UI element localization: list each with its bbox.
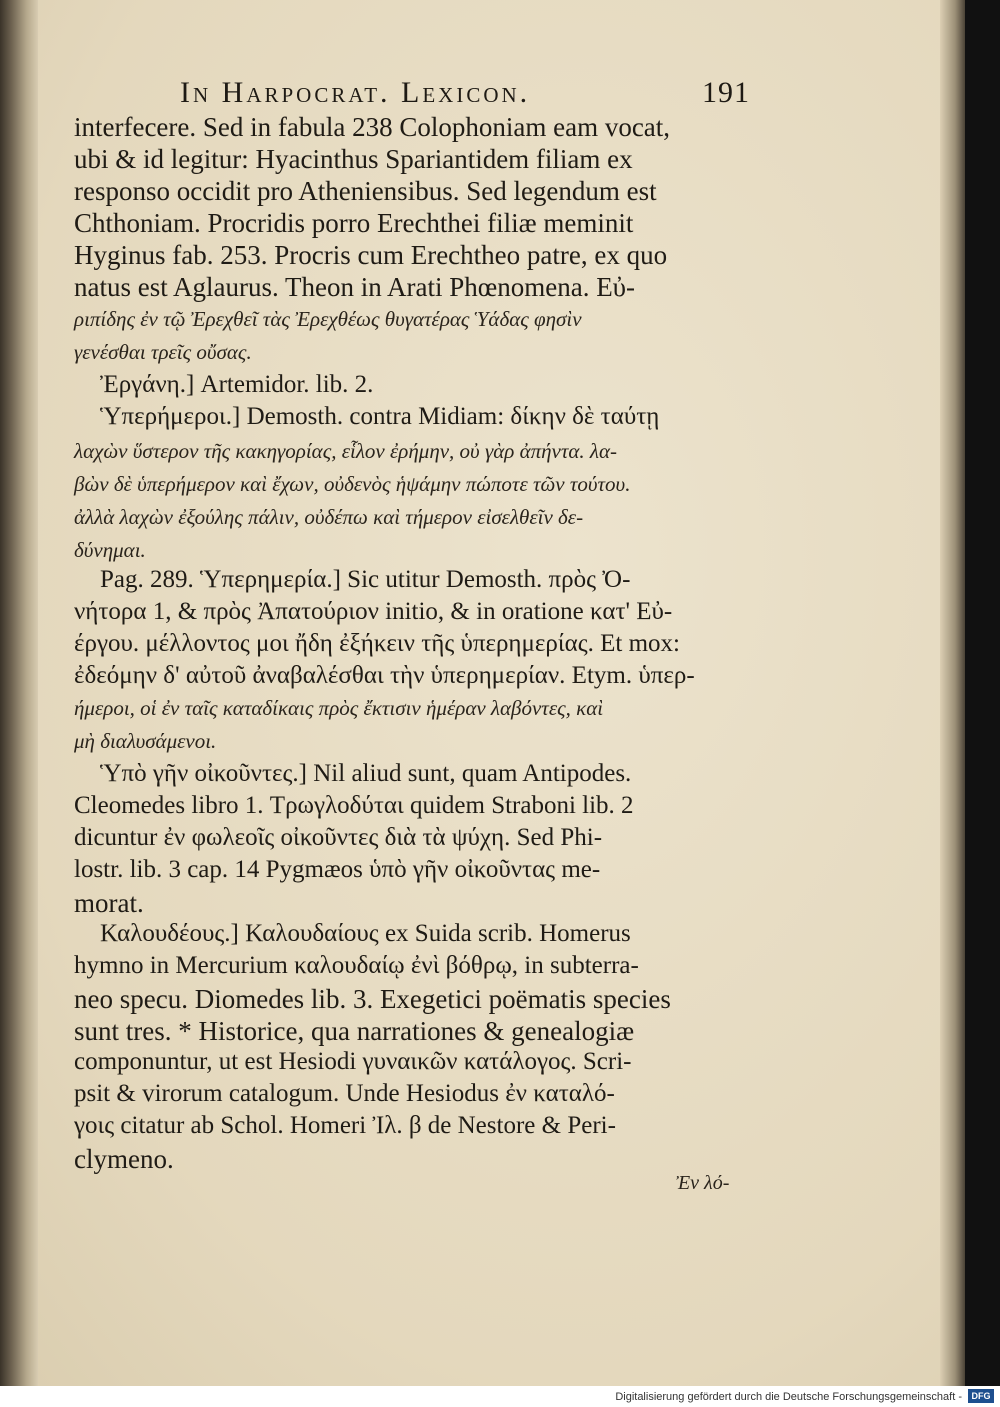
catchword: Ἐν λό- [676, 1172, 730, 1194]
page-edge [940, 0, 965, 1386]
lemma-line: Καλουδέους.] Καλουδαίους ex Suida scrib. Homerus [100, 920, 631, 947]
text-line: γοις citatur ab Schol. Homeri Ἰλ. β de Nestore & Peri- [74, 1112, 616, 1139]
greek-line: βὼν δὲ ὑπερήμερον καὶ ἔχων, οὐδενὸς ἡψάμην πώποτε τῶν τούτου. [74, 472, 631, 496]
text-line: Cleomedes libro 1. Τρωγλοδύται quidem Straboni lib. 2 [74, 792, 634, 819]
text-line: ubi & id legitur: Hyacinthus Spariantidem filiam ex [74, 144, 633, 174]
text-line: hymno in Mercurium καλουδαίῳ ἐνὶ βόθρῳ, in subterra- [74, 952, 639, 979]
greek-line: ριπίδης ἐν τῷ Ἐρεχθεῖ τὰς Ἐρεχθέως θυγατέρας Ὑάδας φησὶν [74, 307, 582, 331]
text-line: psit & virorum catalogum. Unde Hesiodus ἐν καταλό- [74, 1080, 615, 1107]
text-line: neo specu. Diomedes lib. 3. Exegetici poëmatis species [74, 984, 671, 1014]
greek-line: μὴ διαλυσάμενοι. [74, 729, 217, 753]
greek-line: ἀλλὰ λαχὼν ἐξούλης πάλιν, οὐδέπω καὶ τήμερον εἰσελθεῖν δε- [74, 505, 584, 529]
text-line: lostr. lib. 3 cap. 14 Pygmæos ὑπὸ γῆν οἰκοῦντας me- [74, 856, 601, 883]
greek-line: ήμεροι, οἱ ἐν ταῖς καταδίκαις πρὸς ἔκτισιν ἡμέραν λαβόντες, καὶ [74, 696, 604, 720]
text-line: ἐδεόμην δ' αὐτοῦ ἀναβαλέσθαι τὴν ὑπερημερίαν. Etym. ὑπερ- [74, 662, 695, 689]
text-line: νήτορα 1, & πρὸς Ἀπατούριον initio, & in oratione κατ' Εὐ- [74, 598, 673, 625]
greek-line: γενέσθαι τρεῖς οὔσας. [74, 340, 252, 364]
text-line: sunt tres. * Historice, qua narrationes & genealogiæ [74, 1016, 635, 1046]
lemma-line: Ὑπὸ γῆν οἰκοῦντες.] Nil aliud sunt, quam Antipodes. [100, 760, 632, 787]
text-line: responso occidit pro Atheniensibus. Sed legendum est [74, 176, 657, 206]
text-line: morat. [74, 888, 144, 918]
text-line: έργου. μέλλοντος μοι ἤδη ἐξήκειν τῆς ὑπερημερίας. Et mox: [74, 630, 680, 657]
page-binding-shadow [0, 0, 38, 1386]
text-line: Chthoniam. Procridis porro Erechthei filiæ meminit [74, 208, 634, 238]
text-line: componuntur, ut est Hesiodi γυναικῶν κατάλογος. Scri- [74, 1048, 632, 1075]
greek-line: δύνημαι. [74, 538, 146, 562]
lemma-line: Ὑπερήμεροι.] Demosth. contra Midiam: δίκην δὲ ταύτῃ [100, 403, 660, 430]
lemma-line: Ἐργάνη.] Artemidor. lib. 2. [100, 371, 374, 398]
text-line: clymeno. [74, 1144, 174, 1174]
greek-line: λαχὼν ὕστερον τῆς κακηγορίας, εἷλον ἐρήμην, οὐ γὰρ ἀπήντα. λα- [74, 439, 618, 463]
text-line: dicuntur ἐν φωλεοῖς οἰκοῦντες διὰ τὰ ψύχη. Sed Phi- [74, 824, 603, 851]
text-line: interfecere. Sed in fabula 238 Colophoniam eam vocat, [74, 112, 671, 142]
header-title: In Harpocrat. Lexicon. [180, 76, 531, 109]
page-number: 191 [702, 76, 750, 109]
footer-credit: Digitalisierung gefördert durch die Deutsche Forschungsgemeinschaft - [615, 1391, 962, 1403]
dfg-logo: DFG [968, 1389, 994, 1403]
text-line: Pag. 289. Ὑπερημερία.] Sic utitur Demosth. πρὸς Ὀ- [100, 566, 631, 593]
text-line: natus est Aglaurus. Theon in Arati Phœnomena. Εὐ- [74, 272, 636, 302]
text-line: Hyginus fab. 253. Procris cum Erechtheo patre, ex quo [74, 240, 668, 270]
running-header [180, 76, 750, 112]
